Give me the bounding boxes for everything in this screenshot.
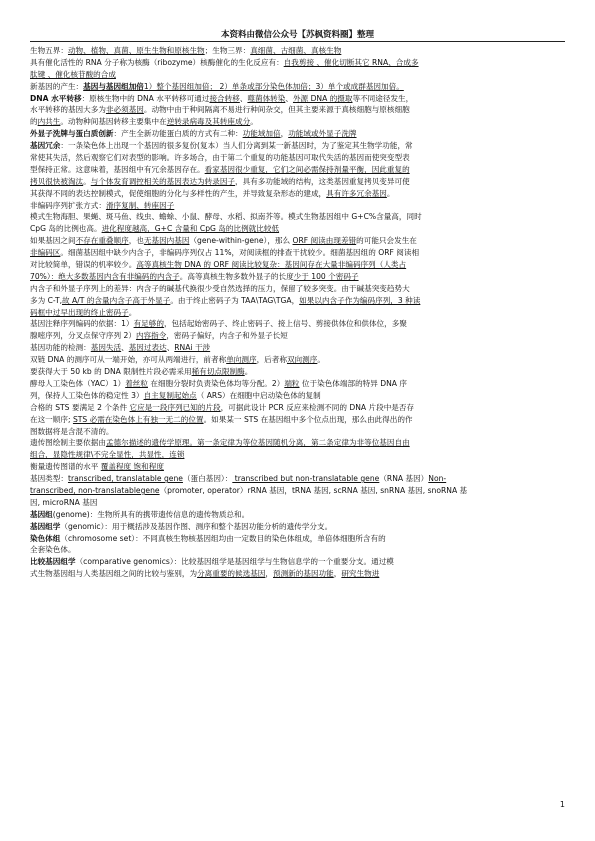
text-span: ：一条染色体上出现一个基因的很多复份(复本）当人们分离到某一新基因时，为了鉴定其生物学功能，常	[60, 141, 413, 151]
text-span: 全套染色体。	[30, 545, 76, 555]
underlined-text: 高等真核生物 DNA 的 ORF 阅读比较复杂：基因间存在大量非编码序列（人类占	[136, 260, 407, 270]
underlined-text: 基因过表达	[128, 343, 167, 353]
text-span: 。	[244, 367, 253, 377]
text-line	[30, 402, 566, 414]
text-span: ，	[280, 129, 289, 139]
text-span: （ ARS）在细胞中启动染色体的复制	[196, 390, 321, 400]
text-span: 式生物基因组与人类基因组之间的比较与鉴别，为	[30, 569, 198, 579]
text-line	[30, 211, 566, 223]
underlined-text: 1）整个基因组加倍； 2）单条或部分染色体加倍；3）单个或成群基因加倍。	[143, 81, 404, 91]
text-span: ，密码子偏好，内含子和外显子长短	[166, 331, 288, 341]
text-line	[30, 116, 566, 128]
underlined-text: 它应是一段序列已知的片段	[129, 402, 221, 412]
text-line	[30, 223, 566, 235]
text-span: (genome)：生物所具有的携带遗传信息的遗传物质总和。	[52, 509, 250, 519]
text-line	[30, 544, 566, 556]
text-span: 多为 C-T,	[30, 295, 62, 305]
text-span: 腺嘧序列，分叉点保守序列 2）	[30, 331, 136, 341]
text-span: 酵母人工染色体（YAC）1）	[30, 378, 126, 388]
text-line	[30, 188, 566, 200]
underlined-text: RNAi 干涉	[174, 343, 211, 353]
underlined-text: 内共生	[37, 117, 61, 127]
text-span: 。	[386, 188, 395, 198]
text-span: 在细胞分裂时负责染色体均等分配。2）	[147, 378, 285, 388]
text-span: （chromosome set）：不同真核生物核基因组均由一定数目的染色体组成，单倍体细胞所含有的	[60, 533, 386, 543]
text-span: 常使其失活，然后观察它们对表型的影响。许多场合，由于第二个重复的功能基因可取代失活的基因而使突变型表	[30, 153, 410, 163]
text-span: ，也	[128, 236, 144, 246]
text-line	[30, 307, 566, 319]
text-span: 如果基因之间	[30, 236, 76, 246]
underlined-text: 研究生物进	[341, 569, 380, 579]
text-span: 。由于终止密码子为 TAA\TAG\TGA，	[170, 295, 300, 305]
text-span: ，	[265, 569, 273, 579]
underlined-text: 动物、植物、真菌、原生生物和原核生物	[67, 46, 205, 55]
underlined-text: 外源 DNA 的摄取	[292, 93, 353, 103]
text-span: 模式生物海胆、果蝇、斑马鱼、线虫、蟾蜍、小鼠、酵母、水稻、拟南芥等。模式生物基因组中 G+C%含量高，同时	[30, 212, 422, 222]
underlined-text: 着丝粒	[125, 378, 148, 388]
underlined-text: 具有许多冗余基因	[326, 188, 387, 198]
underlined-text: transcribed, non-translatablegene	[30, 485, 160, 495]
text-span: 在这一顺序;	[30, 414, 73, 424]
text-line	[30, 295, 566, 307]
underlined-text: 孟德尔描述的遗传学原理。第一条定律为等位基因随机分离，第二条定律为非等位基因自由	[105, 438, 410, 448]
underlined-text: 肽键 、催化核苷酸的合成	[30, 69, 116, 79]
text-line	[30, 45, 566, 57]
bold-term: DNA 水平转移	[30, 93, 82, 103]
underlined-text: 功能域加倍	[242, 129, 281, 139]
text-line	[30, 509, 566, 521]
text-line	[30, 152, 566, 164]
text-span: 生物五界：	[30, 46, 68, 55]
text-line	[30, 426, 566, 438]
underlined-text: 端粒	[284, 378, 300, 388]
text-span: 其获得不同的表达控制模式，促使细胞的分化与多样性的产生，并导致复杂形态的建成，	[30, 188, 327, 198]
text-span: 位于染色体端部的特异 DNA 序	[299, 378, 407, 388]
text-line	[30, 497, 566, 509]
text-line	[30, 200, 566, 212]
underlined-text: 有足够的	[133, 319, 164, 329]
text-span: （comparative genomics）：比较基因组学是基因组学与生物信息学的一个重要分支。通过模	[75, 557, 394, 567]
underlined-text: transcribed but non-translatable gene	[232, 474, 380, 484]
text-span: 合格的 STS 要满足 2 个条件	[30, 402, 130, 412]
text-span: ，	[333, 569, 342, 579]
text-span: 因, microRNA 基因	[30, 497, 98, 507]
underlined-text: 非必须基因	[105, 105, 144, 115]
underlined-text: 与个体发育调控相关的基因表达为转录因子	[90, 176, 236, 186]
text-span: 等不同途径发生，	[352, 93, 414, 103]
bold-term: 比较基因组学	[30, 557, 76, 567]
underlined-text: 无基因内基因	[143, 236, 190, 246]
text-span: （蛋白基因）：	[182, 474, 233, 484]
text-span: 图数据将是含混不清的。	[30, 426, 114, 436]
text-line	[30, 140, 566, 152]
underlined-text: 逆转录病毒及其转座成分	[166, 117, 251, 127]
underlined-text: 少于 100 个密码子	[293, 271, 359, 281]
text-line	[30, 556, 566, 568]
text-span: 。如果某一 STS 在基因组中多个位点出现，那么由此得出的作	[203, 414, 413, 424]
text-span: 新基因的产生：	[30, 81, 84, 91]
underlined-text: transcribed, translatable gene	[67, 474, 183, 484]
page-header: 本资料由微信公众号【苏枫资料圈】整理	[220, 30, 374, 40]
underlined-text: 不存在重叠顺序	[75, 236, 129, 246]
text-span: ，后者称	[256, 355, 287, 365]
underlined-text: 接合转移	[209, 93, 240, 103]
text-span: 衡量遗传图谱的水平	[30, 462, 101, 472]
text-line	[30, 176, 566, 188]
text-span: 的	[30, 117, 38, 127]
underlined-text: 码框中过早出现的终止密码子	[30, 307, 129, 317]
underlined-text: STS 必需在染色体上有独一无二的位置	[72, 414, 204, 424]
text-line	[30, 283, 566, 295]
text-line	[30, 164, 566, 176]
underlined-text: 预测新的基因功能	[273, 569, 334, 579]
underlined-text: 进化程度越高，G+C 含量和 CpG 岛的比例就比较低	[101, 224, 280, 234]
text-span: 基因注释序列编码的依据：1）	[30, 319, 134, 329]
text-line	[30, 318, 566, 330]
underlined-text: 稀有切点限制酶	[191, 367, 245, 377]
text-span: （genomic）：用于概括涉及基因作图、测序和整个基因功能分析的遗传学分支。	[60, 521, 333, 531]
bold-term: 基因冗余	[30, 141, 61, 151]
underlined-text: 故 A/T 的含量内含子高于外显子	[62, 295, 171, 305]
text-span: 。动物种间基因转移主要集中在	[60, 117, 167, 127]
text-line	[30, 437, 566, 449]
text-line	[30, 235, 566, 247]
underlined-text: 真细菌、古细菌、真核生物	[250, 46, 342, 55]
text-span: （promoter, operator）rRNA 基因，tRNA 基因, scRNA 基因, snRNA 基因, snoRNA 基	[159, 485, 468, 495]
underlined-text: 覆盖程度 饱和程度	[100, 462, 164, 472]
text-span: 双链 DNA 的测序可从一端开始，亦可从两端进行，前者称	[30, 355, 227, 365]
text-span: 。	[128, 307, 137, 317]
bold-term: 基因组	[30, 509, 53, 519]
text-line	[30, 81, 566, 93]
underlined-text: 单向测序	[226, 355, 257, 365]
text-span: 要获得大于 50 kb 的 DNA 限制性片段必需采用	[30, 367, 192, 377]
text-line	[30, 533, 566, 545]
underlined-text: 自我剪接 、催化切断其它 RNA、合成多	[283, 57, 419, 67]
text-span: 遗传图绘制主要依据由	[30, 438, 106, 448]
text-span: 列，保持人工染色体的稳定性 3）	[30, 390, 144, 400]
text-span: ：原核生物中的 DNA 水平转移可通过	[81, 93, 210, 103]
underlined-text: 双向测序	[286, 355, 318, 365]
text-span: ，包括起始密码子、终止密码子、接上信号、剪接供体位和供体位，多聚	[163, 319, 407, 329]
text-span: 对比较简单，错误的机率较少。	[30, 260, 137, 270]
text-line	[30, 247, 566, 259]
bold-term: 基因与基因组加倍	[83, 81, 144, 91]
text-line	[30, 93, 566, 105]
text-line	[30, 128, 566, 140]
header-rule	[30, 41, 565, 42]
text-line	[30, 366, 566, 378]
text-span: CpG 岛的比例也高。	[30, 224, 102, 234]
underlined-text: 基因失活	[90, 343, 122, 353]
underlined-text: 70%）：绝大多数基因内含有非编码的内含子	[30, 271, 180, 281]
text-span: 、	[239, 93, 248, 103]
text-span: 。	[317, 355, 325, 365]
text-span: 的可能只会发生在	[356, 236, 417, 246]
text-line	[30, 330, 566, 342]
text-line	[30, 568, 566, 580]
text-span: ；生物三界：	[204, 46, 251, 55]
underlined-text: ORF 阅读由现差错	[292, 236, 357, 246]
text-span: 水平转移的基因大多为	[30, 105, 106, 115]
text-line	[30, 104, 566, 116]
underlined-text: 拷贝很快被淘汰	[30, 176, 84, 186]
underlined-text: 噬菌体转染	[247, 93, 286, 103]
underlined-text: 分离重要的候选基因	[197, 569, 266, 579]
text-line	[30, 414, 566, 426]
text-span: 具有催化活性的 RNA 分子称为核酶（ribozyme）核酶催化的生化反应有：	[30, 57, 284, 67]
text-line	[30, 485, 566, 497]
text-span: （gene-within-gene），那么	[189, 236, 293, 246]
text-line	[30, 378, 566, 390]
text-line	[30, 449, 566, 461]
text-line	[30, 69, 566, 81]
text-span: 基因类型：	[30, 474, 68, 484]
text-line	[30, 473, 566, 485]
body-text	[30, 45, 566, 580]
text-line	[30, 461, 566, 473]
text-span: 、	[285, 93, 293, 103]
text-span: ，可据此设计 PCR 反应来检测不同的 DNA 片段中是否存	[220, 402, 415, 412]
text-span: 、	[166, 343, 175, 353]
underlined-text: 组合，显隐性规律\不完全显性，共显性，连锁	[30, 450, 185, 460]
text-line	[30, 259, 566, 271]
underlined-text: 滑序复制、转座因子	[105, 200, 175, 210]
underlined-text: 看家基因很少重复，它们之间必需保持剂量平衡，因此重复的	[204, 164, 410, 174]
text-span: （RNA 基因）	[379, 474, 429, 484]
page-number: 1	[559, 800, 565, 809]
underlined-text: Non-	[428, 474, 447, 484]
text-line	[30, 342, 566, 354]
underlined-text: 功能域或外显子洗牌	[288, 129, 357, 139]
bold-term: 外显子洗牌与蛋白质创新	[30, 129, 114, 139]
text-span: 。	[83, 176, 91, 186]
text-span: 内含子和外显子序列上的差异：内含子的碱基代换很少受自然选择的压力，保留了较多突变。由于碱基突变趋势大	[30, 283, 410, 293]
text-line	[30, 271, 566, 283]
underlined-text: 自主复制起始点	[143, 390, 197, 400]
underlined-text: 内容指令	[135, 331, 167, 341]
text-span: 。细菌基因组中缺少内含子，非编码序列仅占 11%，对阅读框的排查干扰较少。细菌基因组的 ORF 阅读相	[60, 248, 420, 258]
text-span: 。	[250, 117, 258, 127]
text-span: ，具有多功能域的结构，这类基因重复拷贝变异可使	[235, 176, 410, 186]
text-span: 基因功能的检测：	[30, 343, 91, 353]
text-span: 、	[121, 343, 129, 353]
bold-term: 染色体组	[30, 533, 61, 543]
text-span: 。动物中由于种间隔离不易进行种间杂交，但其主要来源于真核细胞与原核细胞	[143, 105, 410, 115]
text-line	[30, 57, 566, 69]
underlined-text: 如果以内含子作为编码序列，3 种读	[299, 295, 421, 305]
text-line	[30, 354, 566, 366]
text-line	[30, 521, 566, 533]
text-line	[30, 390, 566, 402]
text-span: ：产生全新功能蛋白质的方式有二种：	[113, 129, 243, 139]
text-span: 。高等真核生物多数外显子的长度	[179, 271, 294, 281]
bold-term: 基因组学	[30, 521, 61, 531]
text-span: 型保持正常。这意味着，基因组中有冗余基因存在。	[30, 164, 205, 174]
text-span: 非编码序列扩张方式：	[30, 200, 106, 210]
underlined-text: 非编码区	[30, 248, 61, 258]
